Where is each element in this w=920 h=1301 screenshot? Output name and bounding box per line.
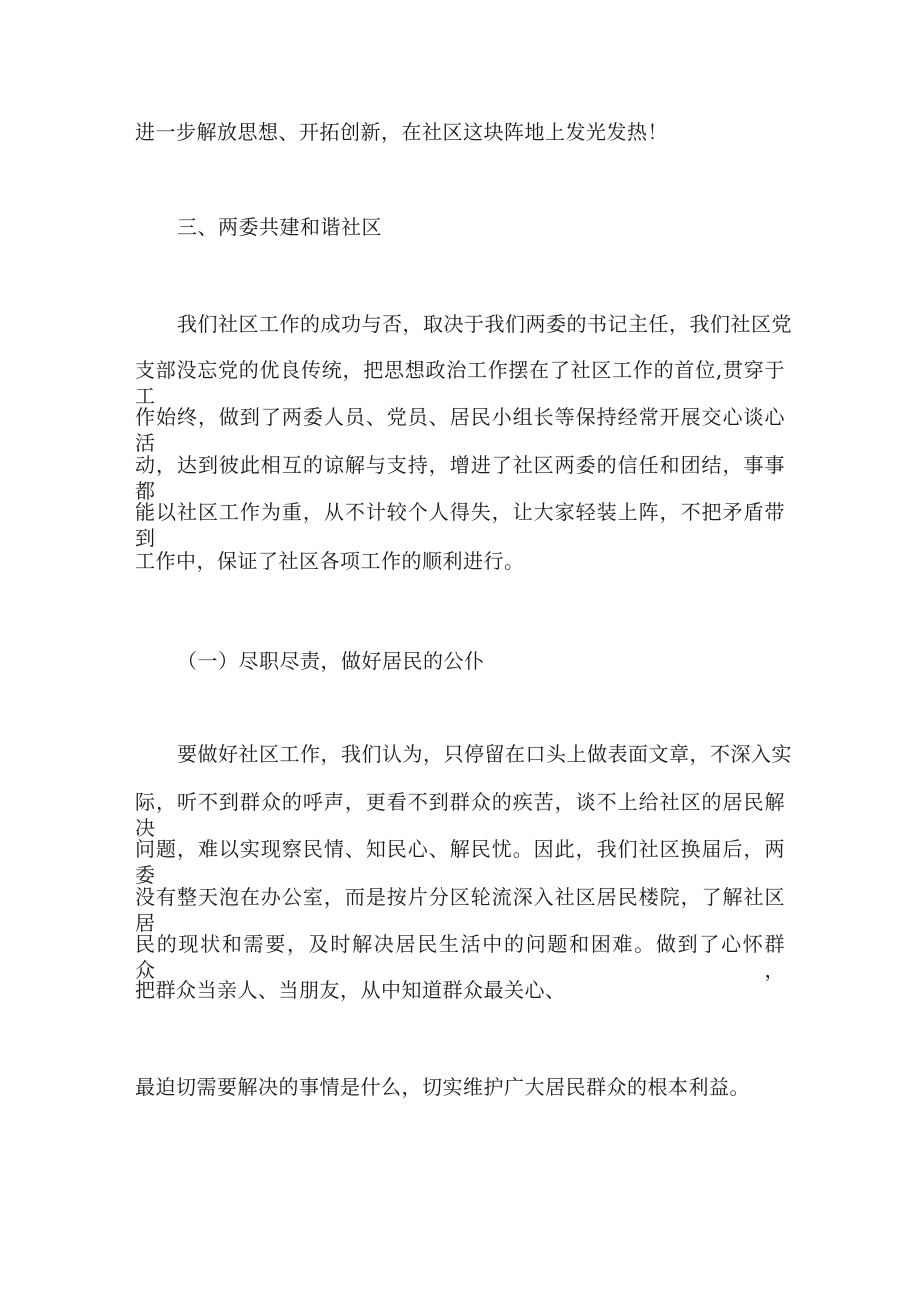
paragraph-line: 要做好社区工作，我们认为，只停留在口头上做表面文章，不深入实 bbox=[177, 742, 792, 766]
intro-tail-line: 进一步解放思想、开拓创新，在社区这块阵地上发光发热！ bbox=[135, 120, 668, 144]
paragraph-line: 工作中，保证了社区各项工作的顺利进行。 bbox=[135, 549, 525, 573]
paragraph-line: 问题，难以实现察民情、知民心、解民忧。因此，我们社区换届后，两委 bbox=[135, 837, 785, 887]
paragraph-line: 民的现状和需要，及时解决居民生活中的问题和困难。做到了心怀群众， bbox=[135, 932, 785, 982]
paragraph-line: 动，达到彼此相互的谅解与支持，增进了社区两委的信任和团结，事事都 bbox=[135, 453, 785, 503]
closing-line: 最迫切需要解决的事情是什么，切实维护广大居民群众的根本利益。 bbox=[135, 1075, 750, 1099]
subsection-heading: （一）尽职尽责，做好居民的公仆 bbox=[177, 649, 485, 673]
paragraph-line: 能以社区工作为重，从不计较个人得失，让大家轻装上阵，不把矛盾带到 bbox=[135, 500, 785, 550]
section-heading: 三、两委共建和谐社区 bbox=[177, 215, 382, 239]
paragraph-line: 际，听不到群众的呼声，更看不到群众的疾苦，谈不上给社区的居民解决 bbox=[135, 790, 785, 840]
paragraph-line: 我们社区工作的成功与否，取决于我们两委的书记主任，我们社区党 bbox=[177, 312, 792, 336]
paragraph-line: 没有整天泡在办公室，而是按片分区轮流深入社区居民楼院，了解社区居 bbox=[135, 885, 785, 935]
paragraph-line: 支部没忘党的优良传统，把思想政治工作摆在了社区工作的首位,贯穿于工 bbox=[135, 358, 785, 408]
paragraph-line: 把群众当亲人、当朋友，从中知道群众最关心、 bbox=[135, 978, 566, 1002]
paragraph-line: 作始终，做到了两委人员、党员、居民小组长等保持经常开展交心谈心活 bbox=[135, 405, 785, 455]
